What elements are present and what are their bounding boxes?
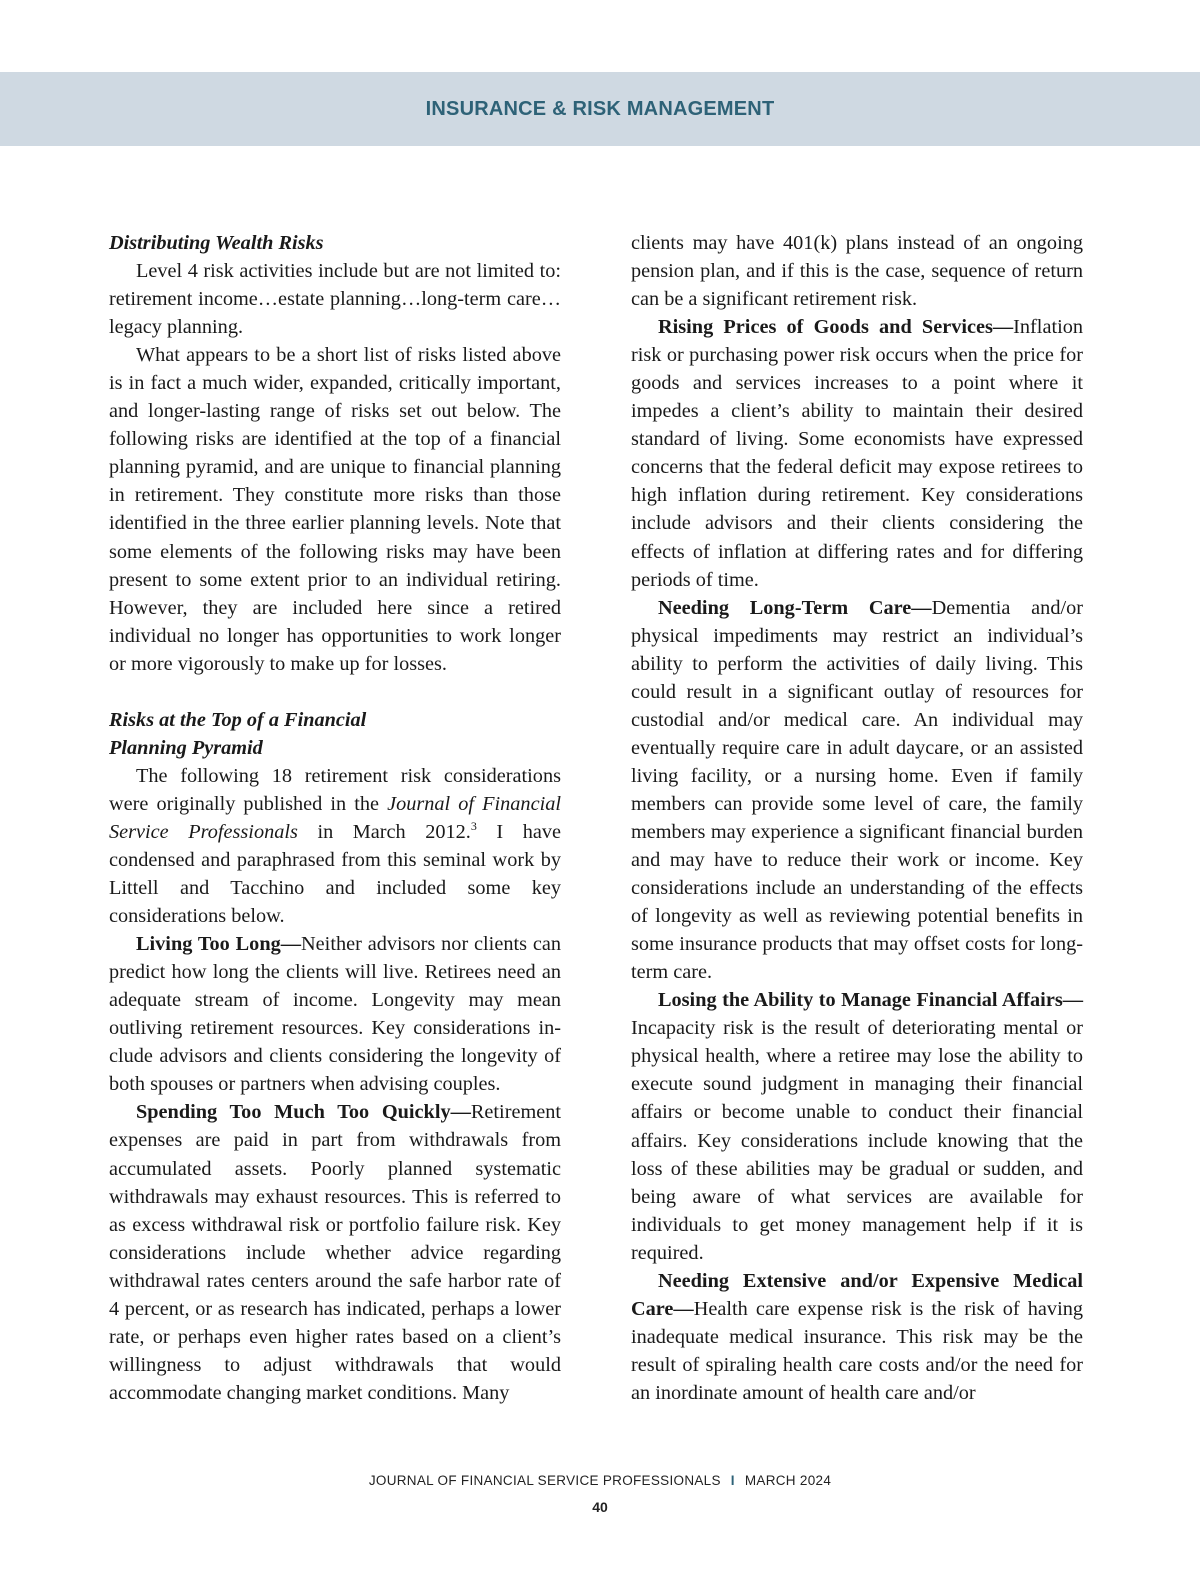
subheading-line-1: Risks at the Top of a Financial bbox=[109, 708, 367, 731]
paragraph-spending-too-much bbox=[109, 1098, 561, 1407]
text-run: I have condensed and paraphrased from this seminal work by Littell and Tacchino and included some key considerations below. bbox=[109, 820, 561, 928]
footer-journal-name: JOURNAL OF FINANCIAL SERVICE PROFESSIONALS bbox=[368, 1473, 721, 1488]
footer-date: MARCH 2024 bbox=[744, 1473, 832, 1488]
subheading-distributing-wealth-risks: Distributing Wealth Risks bbox=[109, 232, 324, 254]
text-run: in March 2012. bbox=[297, 820, 471, 843]
paragraph-body: Dementia and/or physical impediments may restrict an individual’s ability to perform the activities of daily living. This could result in a significant outlay of resources for custodial and/or medical care. An individual may eventually require care in adult daycare, or an assisted living facility, or a nursing home. Even if family members can provide some level of care, the family members may experience a significant financial burden and may have to reduce their work or income. Key considerations include an understanding of the effects of longevity as well as reviewing potential benefits in some insurance products that may offset costs for long-term care. bbox=[631, 596, 1083, 984]
paragraph-body: Neither advisors nor clients can predict how long the clients will live. Retirees need an adequate stream of income. Longevity may mean outliving retirement resources. Key considerations include advisors and clients considering the longevity of both spouses or partners when advising couples. bbox=[109, 933, 561, 1096]
page-number: 40 bbox=[592, 1499, 608, 1515]
paragraph-level-4: Level 4 risk activities include but are not limited to: retirement income…estate planning…long-term care…legacy planning. bbox=[109, 260, 561, 339]
page-footer bbox=[0, 1473, 1200, 1488]
paragraph-medical-care bbox=[631, 1267, 1083, 1407]
footnote-reference[interactable]: 3 bbox=[470, 818, 477, 833]
paragraph-rising-prices bbox=[631, 313, 1083, 593]
paragraph-body: Inflation risk or purchasing power risk occurs when the price for goods and services increases to a point where it impedes a client’s ability to maintain their desired standard of living. Some economists have expressed concerns that the federal deficit may expose retirees to high inflation during retirement. Key considerations include advisors and their clients considering the effects of inflation at differing rates and for differing periods of time. bbox=[631, 316, 1083, 591]
paragraph-18-considerations bbox=[109, 762, 561, 930]
run-in-heading: Needing Extensive and/or Expensive Medical Care— bbox=[631, 1269, 1083, 1320]
paragraph-continued: clients may have 401(k) plans instead of an ongoing pension plan, and if this is the case, sequence of return can be a significant retirement risk. bbox=[631, 232, 1083, 311]
subheading-risks-top-pyramid bbox=[109, 706, 561, 762]
subheading-line-2: Planning Pyramid bbox=[109, 736, 263, 759]
run-in-heading: Losing the Ability to Manage Financial Affairs— bbox=[658, 989, 1083, 1012]
run-in-heading: Spending Too Much Too Quickly— bbox=[136, 1101, 471, 1124]
paragraph-financial-affairs bbox=[631, 986, 1083, 1266]
journal-title: Journal of Financial Service Professionals bbox=[109, 792, 561, 843]
run-in-heading: Needing Long-Term Care— bbox=[658, 596, 932, 619]
footer-separator: I bbox=[730, 1473, 735, 1488]
paragraph-body: Incapacity risk is the result of deteriorating mental or physical health, where a retiree may lose the ability to execute sound judgment in managing their financial affairs or become unable to conduct their financial affairs. Key considerations include knowing that the loss of these abilities may be gradual or sudden, and being aware of what services are available for individuals to get money management help if it is required. bbox=[631, 1017, 1083, 1264]
run-in-heading: Living Too Long— bbox=[136, 933, 302, 956]
section-banner bbox=[0, 72, 1200, 146]
text-run: The following 18 retirement risk considerations were originally published in the bbox=[109, 764, 561, 815]
paragraph-long-term-care bbox=[631, 594, 1083, 987]
paragraph-body: Retirement expenses are paid in part from withdrawals from accumulated assets. Poorly planned systematic withdrawals may exhaust resources. This is referred to as excess withdrawal risk or portfolio failure risk. Key considerations include whether advice regarding withdrawal rates centers around the safe harbor rate of 4 percent, or as research has indicated, perhaps a lower rate, or perhaps even higher rates based on a client’s willingness to adjust withdrawals that would accommodate changing market conditions. Many bbox=[109, 1101, 561, 1404]
right-column bbox=[631, 229, 1083, 1407]
paragraph-living-too-long bbox=[109, 930, 561, 1098]
paragraph-short-list: What appears to be a short list of risks listed above is in fact a much wider, expanded, critically important, and longer-lasting range of risks set out below. The following risks are identified at the top of a financial planning pyramid, and are unique to financial planning in retirement. They constitute more risks than those identified in the three earlier planning levels. Note that some elements of the following risks may have been present to some extent prior to an individual retiring. However, they are included here since a retired individual no longer has opportunities to work longer or more vigorously to make up for losses. bbox=[109, 344, 561, 675]
paragraph-body: Health care expense risk is the risk of having inadequate medical insurance. This risk may be the result of spiraling health care costs and/or the need for an inordinate amount of health care and/or bbox=[631, 1297, 1083, 1404]
section-title: INSURANCE & RISK MANAGEMENT bbox=[425, 97, 775, 120]
left-column bbox=[109, 229, 561, 1407]
run-in-heading: Rising Prices of Goods and Services— bbox=[658, 316, 1014, 339]
